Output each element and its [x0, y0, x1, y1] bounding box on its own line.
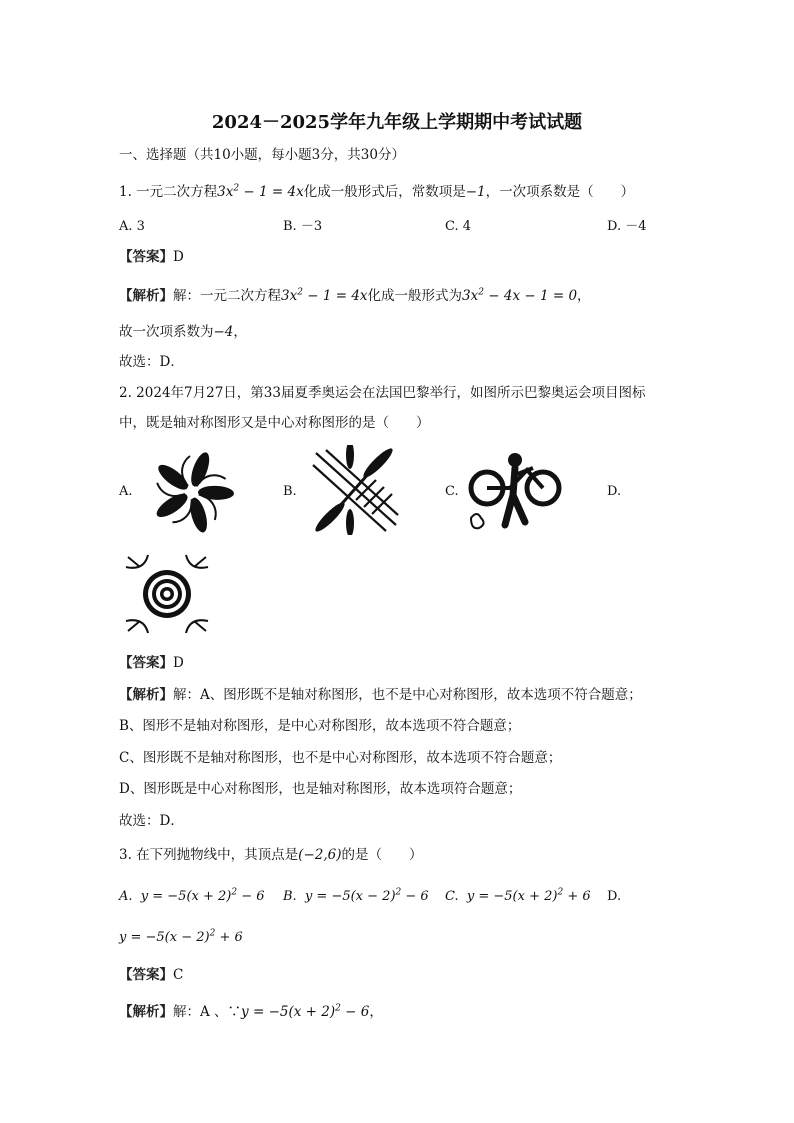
q1-analysis-line3: 故选：D．	[119, 354, 184, 370]
q1-analysis-line2: 故一次项系数为−4，	[119, 324, 247, 340]
q1-option-b: B. －3	[283, 219, 323, 234]
pinwheel-icon	[145, 450, 240, 535]
q3-option-c: C. $y = -5(x + 2)^2 + 6$	[445, 887, 591, 904]
q1-analysis: 【解析】解：一元二次方程$3x^2 - 1 = 4x$化成一般形式为$3x^2 - 4x - 1 = 0$，	[119, 287, 591, 304]
q3-option-d-label: D.	[607, 889, 622, 904]
cyclist-icon	[465, 450, 565, 535]
q1-option-a: A. 3	[119, 219, 145, 234]
q3-option-a: A. $y = -5(x + 2)^2 - 6$	[119, 887, 265, 904]
q1-option-c: C. 4	[445, 219, 472, 234]
q2-analysis-line5: 故选：D．	[119, 813, 184, 829]
rowing-paddles-icon	[308, 445, 403, 535]
q3-analysis: 【解析】解：A 、∵y = $-5(x + 2)^2 - 6$，	[119, 1003, 383, 1020]
q3-option-b: B. $y = -5(x - 2)^2 - 6$	[283, 887, 429, 904]
q2-label-a: A.	[119, 484, 133, 499]
q2-label-d: D.	[607, 484, 622, 499]
question-2-stem-line2: 中，既是轴对称图形又是中心对称图形的是（ ）	[119, 415, 430, 431]
question-2-stem-line1: 2. 2024年7月27日，第33届夏季奥运会在法国巴黎举行，如图所示巴黎奥运会项目图标	[119, 385, 646, 401]
q2-analysis-line4: D、图形既是中心对称图形，也是轴对称图形，故本选项符合题意；	[119, 781, 522, 797]
q3-answer: 【答案】C	[119, 967, 184, 983]
q2-answer: 【答案】D	[119, 655, 184, 671]
archery-target-icon	[122, 553, 212, 635]
question-3-stem: 3. 在下列抛物线中，其顶点是(−2,6)的是（ ）	[119, 847, 423, 863]
q1-answer: 【答案】D	[119, 249, 184, 265]
section-heading: 一、选择题（共10小题，每小题3分，共30分）	[119, 147, 405, 163]
q2-analysis-line3: C、图形既不是轴对称图形，也不是中心对称图形，故本选项不符合题意；	[119, 750, 562, 766]
q2-label-c: C.	[445, 484, 459, 499]
q2-analysis-line1: 【解析】解：A、图形既不是轴对称图形，也不是中心对称图形，故本选项不符合题意；	[119, 687, 642, 703]
question-1-stem: 1. 一元二次方程$3x^2 - 1 = 4x$化成一般形式后，常数项是−1，一次项系数是（ ）	[119, 183, 635, 200]
q3-option-d: $y = -5(x - 2)^2 + 6$	[119, 928, 243, 945]
q1-option-d: D. －4	[607, 219, 647, 234]
q2-label-b: B.	[283, 484, 297, 499]
q2-analysis-line2: B、图形不是轴对称图形，是中心对称图形，故本选项不符合题意；	[119, 718, 521, 734]
page-title: 2024－2025学年九年级上学期期中考试试题	[211, 112, 583, 133]
equation: $3x^2 - 1 = 4x$	[217, 183, 304, 200]
